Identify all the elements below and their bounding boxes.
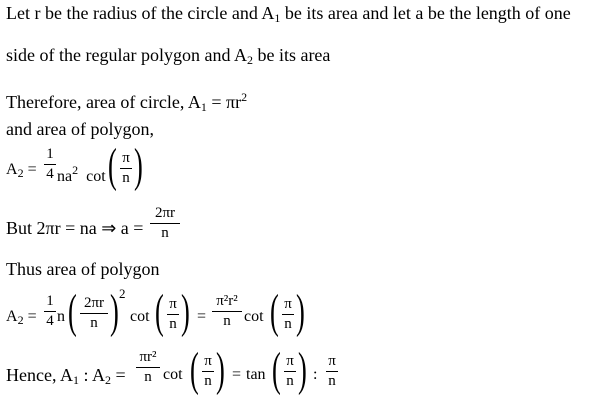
polygon-intro-line: and area of polygon, <box>6 119 154 139</box>
circle-area-line: Therefore, area of circle, $A_1 = \pi r^2$ <box>6 90 248 114</box>
fraction-pi-over-n-2: $\frac{\pi}{n}$ <box>167 296 179 333</box>
right-paren-3: ) <box>181 285 190 338</box>
square-exponent: 2 <box>119 286 126 301</box>
fraction-pi-over-n-6: $\frac{\pi}{n}$ <box>326 353 338 390</box>
thus-line: Thus area of polygon <box>6 259 160 279</box>
left-paren: ( <box>108 139 117 192</box>
fraction-pi-over-n-4: $\frac{\pi}{n}$ <box>202 353 214 390</box>
right-paren: ) <box>134 139 143 192</box>
left-paren-4: ( <box>270 285 279 338</box>
fraction-pi-over-n-3: $\frac{\pi}{n}$ <box>282 296 294 333</box>
left-paren-6: ( <box>272 343 281 396</box>
fraction-2pir-over-n-2: $\frac{2\pi r}{n}$ <box>80 295 108 332</box>
fraction-2pir-over-n: $\frac{2\pi r}{n}$ <box>150 205 180 242</box>
right-paren-6: ) <box>298 343 307 396</box>
fraction-one-quarter: $\frac{1}{4}$ <box>44 146 56 183</box>
fraction-pi-over-n-5: $\frac{\pi}{n}$ <box>284 353 296 390</box>
fraction-pi-over-n: $\frac{\pi}{n}$ <box>120 150 132 187</box>
fraction-one-quarter-2: $\frac{1}{4}$ <box>44 293 56 330</box>
left-paren-5: ( <box>190 343 199 396</box>
right-paren-2: ) <box>110 285 119 338</box>
right-paren-5: ) <box>216 343 225 396</box>
fraction-pi2r2-over-n: $\frac{\text{π²r²}}{n}$ <box>212 293 242 330</box>
left-paren-2: ( <box>68 285 77 338</box>
right-paren-4: ) <box>296 285 305 338</box>
fraction-pir2-over-n: $\frac{\text{πr²}}{n}$ <box>136 349 160 386</box>
intro-line-1: Let r be the radius of the circle and $A_1$ be its area and let a be the length of one <box>6 3 571 25</box>
intro-line-2: side of the regular polygon and $A_2$ be its area <box>6 45 331 67</box>
left-paren-3: ( <box>155 285 164 338</box>
